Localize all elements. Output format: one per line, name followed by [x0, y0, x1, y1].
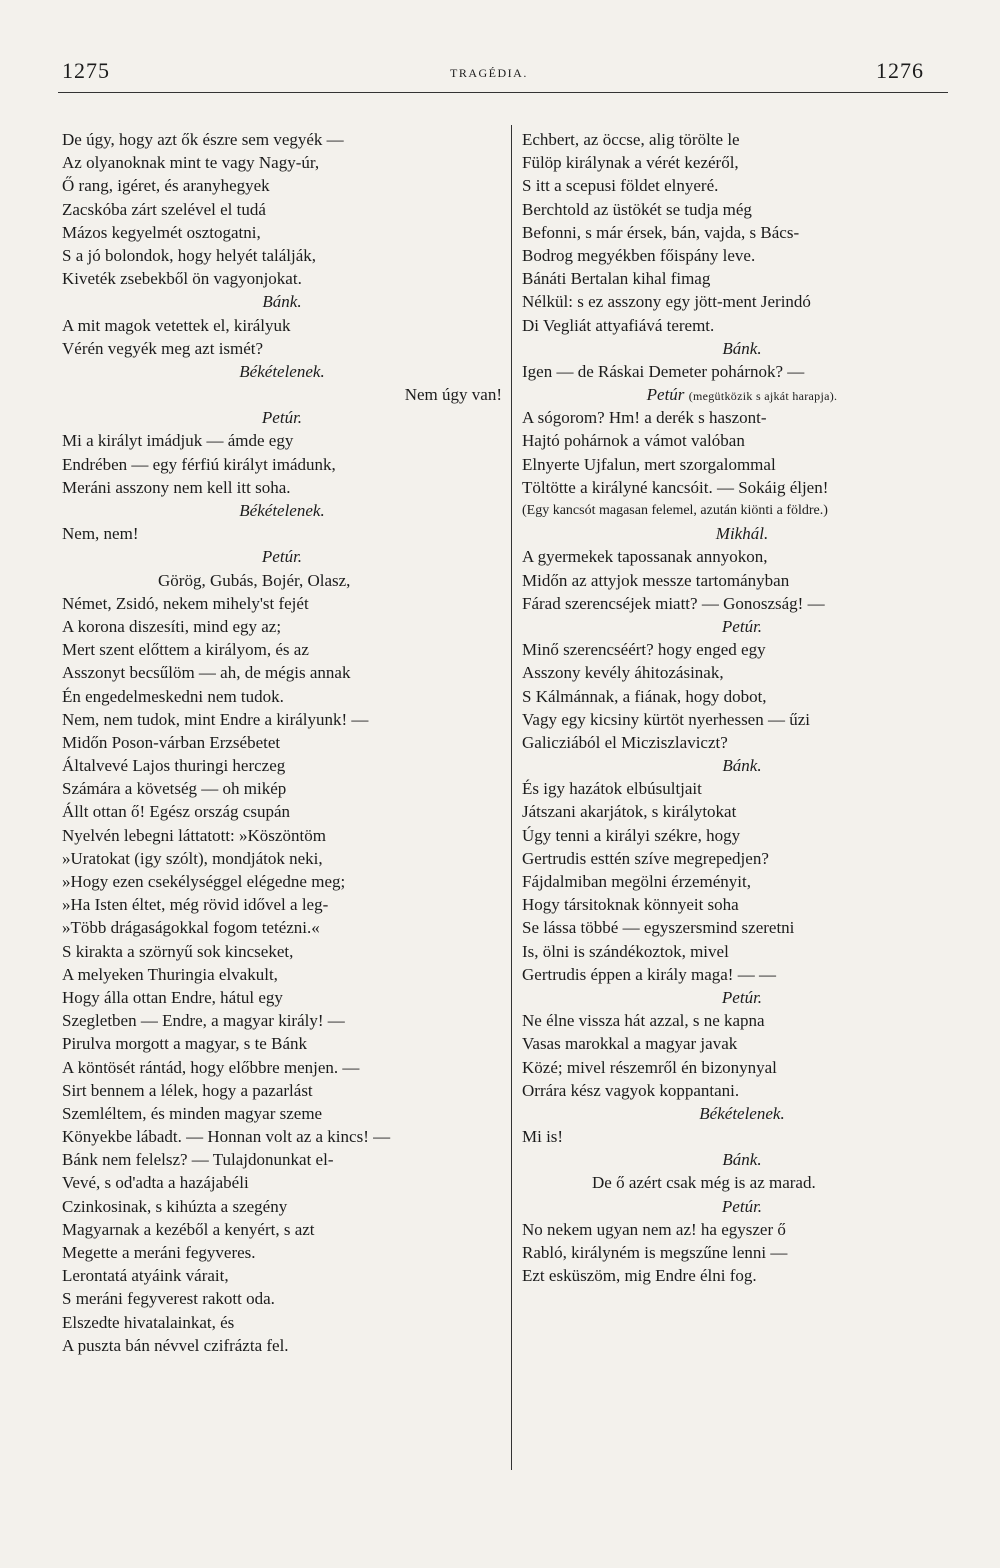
verse-line: Megette a meráni fegyveres. [62, 1243, 256, 1262]
speaker-with-direction [522, 383, 962, 406]
verse-line: Fájdalmiban megölni érzeményit, [522, 872, 751, 891]
speaker-name: Bánk. [722, 756, 762, 776]
verse-line: Midőn Poson-várban Erzsébetet [62, 732, 281, 752]
verse-line: Zacskóba zárt szelével el tudá [62, 199, 266, 219]
verse-line: Bánk nem felelsz? — Tulajdonunkat el- [62, 1150, 334, 1170]
running-title: TRAGÉDIA. [450, 66, 528, 80]
verse-line: Fárad szerencséjek miatt? — Gonoszság! — [522, 593, 825, 613]
verse-line: Ő rang, igéret, és aranyhegyek [62, 176, 270, 196]
speaker-name: Bánk. [722, 1150, 762, 1170]
stage-direction: (megütközik s ajkát harapja). [688, 389, 838, 404]
verse-line: Vagy egy kicsiny kürtöt nyerhessen — űzi [522, 709, 810, 729]
verse-line: Asszony kevély áhitozásinak, [522, 663, 724, 683]
verse-line: »Hogy ezen csekélységgel elégedne meg; [62, 872, 346, 891]
verse-line: Mi is! [522, 1127, 564, 1147]
verse-line: Számára a követség — oh mikép [62, 779, 287, 799]
speaker-name: Békételenek. [699, 1103, 785, 1123]
verse-line: Midőn az attyjok messze tartományban [522, 570, 790, 590]
verse-line: És igy hazátok elbúsultjait [522, 779, 702, 799]
verse-line: Elnyerte Ujfalun, mert szorgalommal [522, 454, 776, 474]
verse-line: Úgy tenni a királyi székre, hogy [522, 825, 741, 845]
verse-line: Is, ölni is szándékoztok, mivel [522, 941, 729, 961]
verse-line: Lerontatá atyáink várait, [62, 1266, 229, 1286]
speaker-name: Békételenek. [239, 501, 325, 520]
verse-line: Se lássa többé — egyszersmind szeretni [522, 918, 795, 938]
speaker-name: Petúr [646, 385, 685, 405]
verse-line: Mi a királyt imádjuk — ámde egy [62, 431, 294, 451]
verse-line: Nem, nem! [62, 524, 139, 544]
left-column [62, 128, 502, 1357]
verse-line: Közé; mivel részemről én bizonynyal [522, 1057, 777, 1077]
verse-line: No nekem ugyan nem az! ha egyszer ő [522, 1219, 786, 1239]
verse-line: Bodrog megyékben főispány leve. [522, 245, 756, 265]
verse-line: Vevé, s od'adta a hazájabéli [62, 1173, 249, 1193]
verse-line: Játszani akarjátok, s királytokat [522, 802, 737, 822]
verse-line: Rabló, királyném is megszűne lenni — [522, 1243, 788, 1262]
speaker-name: Békételenek. [239, 361, 325, 381]
speaker-name: Petúr. [721, 616, 763, 636]
verse-line: A gyermekek tapossanak annyokon, [522, 547, 768, 567]
verse-line: A puszta bán névvel czifrázta fel. [62, 1335, 289, 1355]
verse-line: Könyekbe lábadt. — Honnan volt az a kincs! — [62, 1127, 391, 1147]
verse-line: Német, Zsidó, nekem mihely'st fejét [62, 593, 309, 613]
verse-line: S kirakta a szörnyű sok kincseket, [62, 941, 294, 961]
verse-line: Szegletben — Endre, a magyar király! — [62, 1011, 345, 1031]
running-header [0, 58, 1000, 92]
verse-line: S Kálmánnak, a fiának, hogy dobot, [522, 686, 767, 706]
verse-line: De ő azért csak még is az marad. [592, 1173, 816, 1193]
verse-line: Sirt bennem a lélek, hogy a pazarlást [62, 1080, 313, 1100]
verse-line: Kiveték zsebekből ön vagyonjokat. [62, 269, 302, 289]
header-rule [58, 92, 948, 93]
speaker-name: Mikhál. [715, 524, 769, 544]
verse-line: Vérén vegyék meg azt ismét? [62, 338, 264, 358]
verse-line: A sógorom? Hm! a derék s haszont- [522, 408, 767, 428]
verse-line: Ezt esküszöm, mig Endre élni fog. [522, 1266, 757, 1286]
right-column [522, 128, 962, 1287]
verse-line: Hogy álla ottan Endre, hátul egy [62, 987, 283, 1007]
verse-line: Töltötte a királyné kancsóit. — Sokáig éljen! [522, 477, 829, 497]
verse-line: Galicziából el Micziszlaviczt? [522, 732, 728, 752]
verse-line: Fülöp királynak a vérét kezéről, [522, 153, 739, 173]
speaker-name: Petúr. [261, 408, 303, 428]
verse-line: Elszedte hivatalainkat, és [62, 1312, 235, 1332]
verse-line: Befonni, s már érsek, bán, vajda, s Bács- [522, 222, 800, 242]
verse-line: Nélkül: s ez asszony egy jött-ment Jerindó [522, 292, 811, 312]
verse-line: Mert szent előttem a királyom, és az [62, 640, 309, 660]
verse-line: Asszonyt becsűlöm — ah, de mégis annak [62, 663, 351, 683]
verse-line: S meráni fegyverest rakott oda. [62, 1289, 275, 1309]
verse-line: Igen — de Ráskai Demeter pohárnok? — [522, 361, 805, 381]
verse-line: Ne élne vissza hát azzal, s ne kapna [522, 1011, 765, 1031]
verse-line: A mit magok vetettek el, királyuk [62, 315, 291, 335]
speaker-name: Petúr. [721, 1196, 763, 1216]
page-number-right: 1276 [876, 58, 924, 83]
verse-line: Berchtold az üstökét se tudja még [522, 199, 752, 219]
verse-line: Általvevé Lajos thuringi herczeg [62, 756, 286, 776]
verse-line: Állt ottan ő! Egész ország csupán [62, 802, 291, 822]
verse-line: Hajtó pohárnok a vámot valóban [522, 431, 745, 451]
verse-line: Én engedelmeskedni nem tudok. [62, 686, 284, 706]
verse-line: De úgy, hogy azt ők észre sem vegyék — [62, 130, 344, 149]
verse-line: Meráni asszony nem kell itt soha. [62, 477, 291, 497]
verse-line: Hogy társitoknak könnyeit soha [522, 895, 739, 915]
verse-line: Magyarnak a kezéből a kenyért, s azt [62, 1219, 315, 1239]
verse-line: Görög, Gubás, Bojér, Olasz, [158, 570, 351, 590]
verse-line: Gertrudis esttén szíve megrepedjen? [522, 848, 769, 868]
verse-line: Bánáti Bertalan kihal fimag [522, 269, 711, 289]
verse-line: S itt a scepusi földet elnyeré. [522, 176, 719, 196]
verse-line: Minő szerencséért? hogy enged egy [522, 640, 766, 660]
speaker-name: Bánk. [262, 292, 302, 312]
verse-line: Nem, nem tudok, mint Endre a királyunk! — [62, 709, 369, 729]
verse-line: Nyelvén lebegni láttatott: »Köszöntöm [62, 825, 326, 845]
verse-line: Gertrudis éppen a király maga! — — [522, 964, 776, 984]
verse-line: Mázos kegyelmét osztogatni, [62, 222, 261, 242]
verse-line: S a jó bolondok, hogy helyét találják, [62, 245, 317, 265]
verse-line: Czinkosinak, s kihúzta a szegény [62, 1196, 288, 1216]
speaker-name: Bánk. [722, 338, 762, 358]
verse-line: Vasas marokkal a magyar javak [522, 1034, 738, 1054]
verse-line: »Ha Isten éltet, még rövid idővel a leg- [62, 895, 329, 915]
verse-line: Orrára kész vagyok koppantani. [522, 1080, 740, 1100]
verse-line: Szemléltem, és minden magyar szeme [62, 1103, 323, 1123]
column-divider [511, 125, 512, 1470]
verse-line: A melyeken Thuringia elvakult, [62, 964, 278, 984]
verse-line: A korona diszesíti, mind egy az; [62, 616, 282, 636]
verse-line: Endrében — egy férfiú királyt imádunk, [62, 454, 336, 474]
page-number-left: 1275 [62, 58, 110, 83]
verse-line: Nem úgy van! [404, 385, 502, 405]
verse-line: »Uratokat (igy szólt), mondjátok neki, [62, 848, 323, 868]
stage-direction: (Egy kancsót magasan felemel, azután kiönti a földre.) [522, 503, 828, 518]
speaker-name: Petúr. [261, 547, 303, 567]
speaker-name: Petúr. [721, 987, 763, 1007]
verse-line: Pirulva morgott a magyar, s te Bánk [62, 1034, 307, 1054]
verse-line: Di Vegliát attyafiává teremt. [522, 315, 715, 335]
verse-line: A köntösét rántád, hogy előbbre menjen. — [62, 1057, 360, 1077]
verse-line: Echbert, az öccse, alig törölte le [522, 130, 740, 149]
verse-line: Az olyanoknak mint te vagy Nagy-úr, [62, 153, 320, 173]
verse-line: »Több drágaságokkal fogom tetézni.« [62, 918, 320, 938]
